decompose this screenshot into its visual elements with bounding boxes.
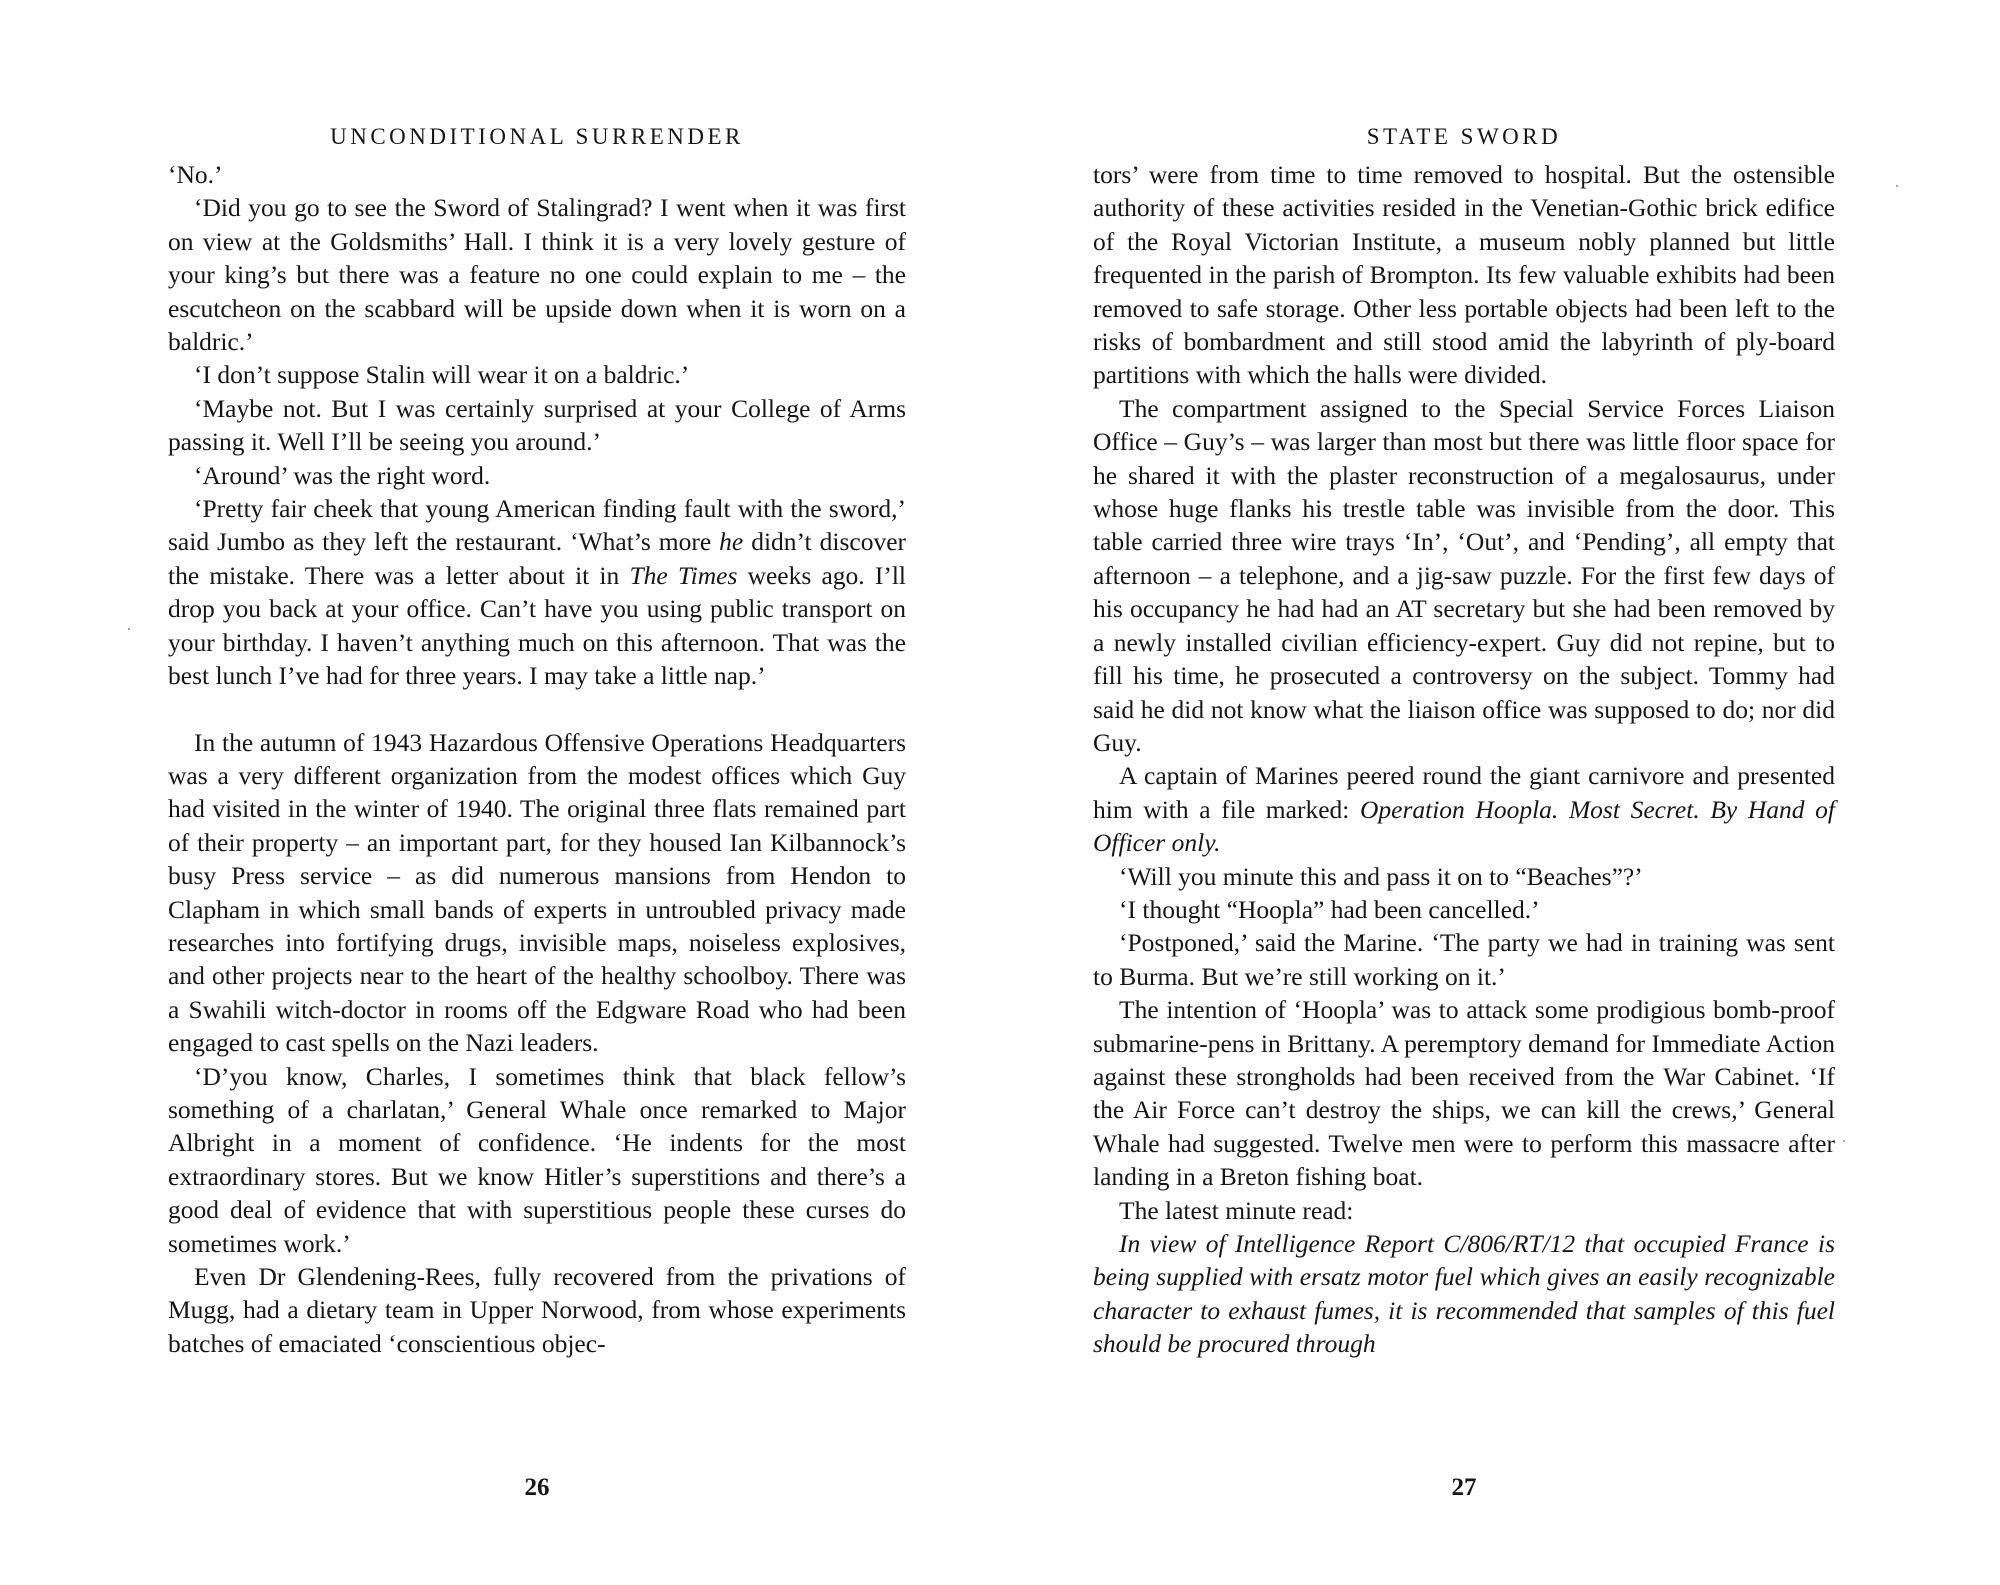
page-number-left: 26 [524, 1474, 550, 1501]
italic-minute-paragraph: In view of Intelligence Report C/806/RT/12 that occupied France is being supplied with ersatz motor fuel which gives an easily recognizable character to exhaust fumes, it is recommended that samples of this fuel should be procured through [1093, 1229, 1835, 1359]
scan-speck [128, 628, 130, 630]
page-number-right: 27 [1451, 1474, 1477, 1501]
scan-speck [1843, 1140, 1845, 1142]
paragraph: ‘Postponed,’ said the Marine. ‘The party we had in training was sent to Burma. But we’re still working on it.’ [1093, 928, 1835, 991]
paragraph: The latest minute read: [1119, 1195, 1354, 1225]
paragraph: ‘Did you go to see the Sword of Stalingrad? I went when it was first on view at the Goldsmiths’ Hall. I think it is a very lovely gesture of your king’s but there was a feature no one could explain to me – the escutcheon on the scabbard will be upside down when it is worn on a baldric.’ [168, 193, 906, 357]
paragraph: ‘Around’ was the right word. [194, 460, 491, 490]
right-page-text [1093, 158, 1835, 1361]
italic-title: The Times [629, 560, 738, 590]
paragraph: The compartment assigned to the Special Service Forces Liaison Office – Guy’s – was larger than most but there was little floor space for he shared it with the plaster reconstruction of a megalosaurus, under whose huge flanks his trestle table was invisible from the door. This table carried three wire trays ‘In’, ‘Out’, and ‘Pending’, all empty that afternoon – a telephone, and a jig-saw puzzle. For the first few days of his occupancy he had had an AT secretary but she had been removed by a newly installed civilian efficiency-expert. Guy did not repine, but to fill his time, he prosecuted a controversy on the subject. Tommy had said he did not know what the liaison office was supposed to do; nor did Guy. [1093, 393, 1835, 757]
italic-file-title: Operation Hoopla. Most Secret. By Hand of Officer only. [1093, 794, 1835, 858]
paragraph: The intention of ‘Hoopla’ was to attack some prodigious bomb-proof submarine-pens in Brittany. A peremptory demand for Immediate Action against these strongholds had been received from the War Cabinet. ‘If the Air Force can’t destroy the ships, we can kill the crews,’ General Whale had suggested. Twelve men were to perform this massacre after landing in a Breton fishing boat. [1093, 995, 1835, 1192]
paragraph: ‘Will you minute this and pass it on to “Beaches”?’ [1119, 861, 1643, 891]
running-head-left: UNCONDITIONAL SURRENDER [330, 124, 744, 149]
paragraph: ‘I don’t suppose Stalin will wear it on a baldric.’ [194, 360, 690, 390]
right-page [1093, 0, 1835, 1585]
running-head-right: STATE SWORD [1366, 124, 1562, 149]
left-page-text [168, 158, 906, 1360]
section-opening-paragraph: In the autumn of 1943 Hazardous Offensive Operations Headquarters was a very different organization from the modest offices which Guy had visited in the winter of 1940. The original three flats remained part of their property – an important part, for they housed Ian Kilbannock’s busy Press service – as did numerous mansions from Hendon to Clapham in which small bands of experts in untroubled privacy made researches into fortifying drugs, invisible maps, noiseless explosives, and other projects near to the heart of the healthy schoolboy. There was a Swahili witch-doctor in rooms off the Edgware Road who had been engaged to cast spells on the Nazi leaders. [168, 727, 906, 1058]
paragraph: Even Dr Glendening-Rees, fully recovered from the privations of Mugg, had a dietary team in Upper Norwood, from whose experiments batches of emaciated ‘conscientious objec- [168, 1262, 906, 1358]
paragraph: ‘D’you know, Charles, I sometimes think that black fellow’s something of a charlatan,’ General Whale once remarked to Major Albright in a moment of confidence. ‘He indents for the most extraordinary stores. But we know Hitler’s superstitions and there’s a good deal of evidence that with superstitious people these curses do sometimes work.’ [168, 1061, 906, 1258]
paragraph: ‘No.’ [168, 160, 223, 189]
italic-emphasis: he [719, 527, 744, 557]
paragraph: tors’ were from time to time removed to hospital. But the ostensible authority of these activities resided in the Venetian-Gothic brick edifice of the Royal Victorian Institute, a museum nobly planned but little frequented in the parish of Brompton. Its few valuable exhibits had been removed to safe storage. Other less portable objects had been left to the risks of bombardment and still stood amid the labyrinth of ply-board partitions with which the halls were divided. [1093, 160, 1835, 390]
paragraph: ‘I thought “Hoopla” had been cancelled.’ [1119, 894, 1540, 924]
paragraph: ‘Maybe not. But I was certainly surprised at your College of Arms passing it. Well I’ll be seeing you around.’ [168, 393, 906, 457]
left-page [168, 0, 906, 1585]
scan-speck [1896, 185, 1898, 187]
paragraph: ‘Pretty fair cheek that young American finding fault with the sword,’ said Jumbo as they left the restaurant. ‘What’s more he didn’t discover the mistake. There was a letter about it in The Times weeks ago. I’ll drop you back at your office. Can’t have you using public transport on your birthday. I haven’t anything much on this afternoon. That was the best lunch I’ve had for three years. I may take a little nap.’ [168, 494, 906, 691]
paragraph: A captain of Marines peered round the giant carnivore and presented him with a file marked: Operation Hoopla. Most Secret. By Hand of Officer only. [1093, 761, 1835, 858]
